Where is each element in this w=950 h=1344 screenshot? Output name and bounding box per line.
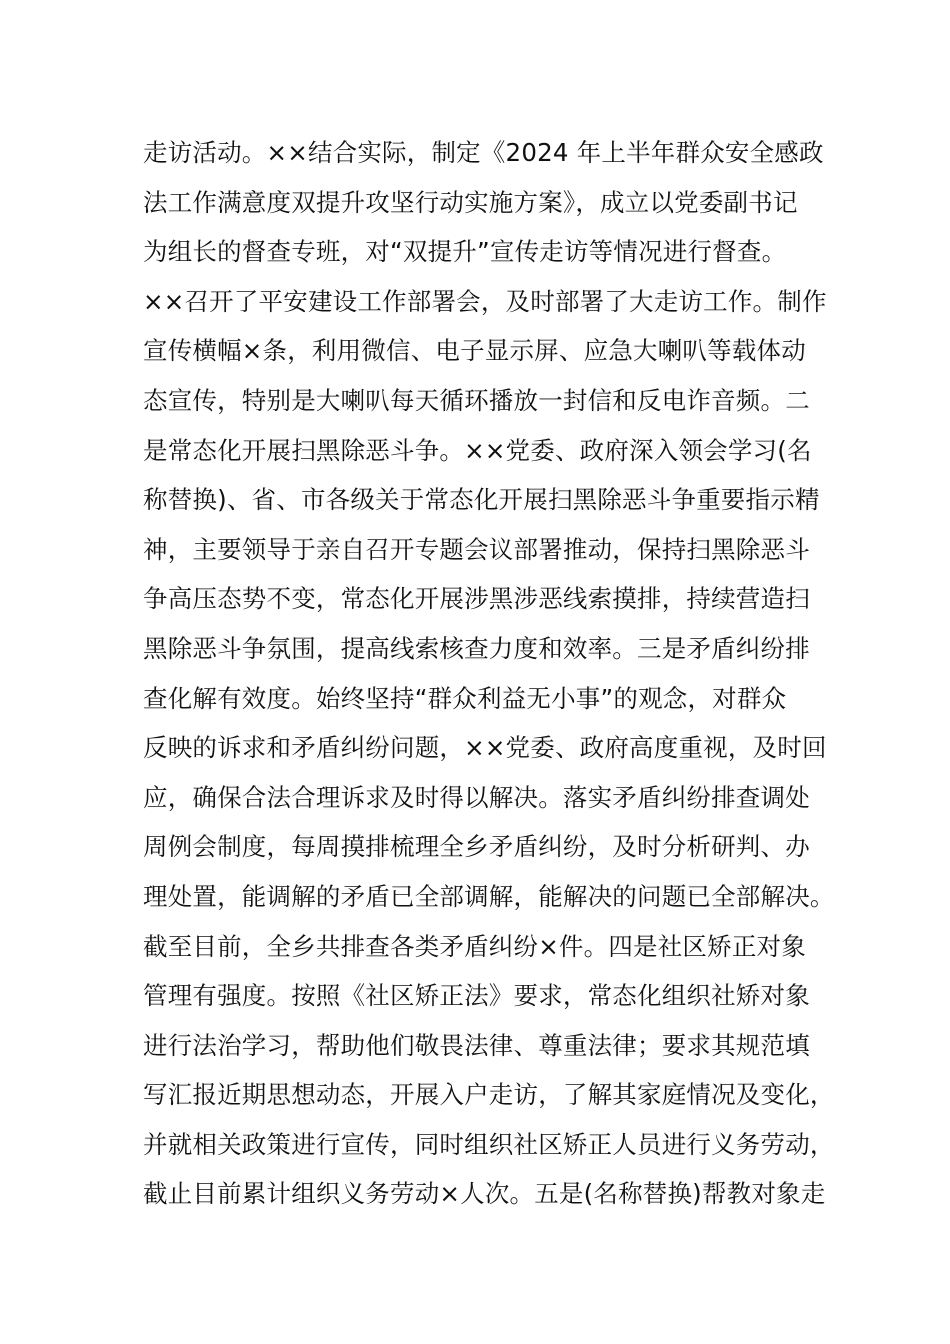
text-line-16: 理处置，能调解的矛盾已全部调解，能解决的问题已全部解决。	[143, 881, 835, 911]
body-paragraph	[143, 128, 835, 1219]
text-line-7: 是常态化开展扫黑除恶斗争。××党委、政府深入领会学习(名	[143, 435, 812, 465]
text-line-11: 黑除恶斗争氛围，提高线索核查力度和效率。三是矛盾纠纷排	[143, 633, 810, 663]
text-line-15: 周例会制度，每周摸排梳理全乡矛盾纠纷，及时分析研判、办	[143, 832, 810, 862]
text-line-13: 反映的诉求和矛盾纠纷问题，××党委、政府高度重视，及时回	[143, 733, 827, 763]
text-line-10: 争高压态势不变，常态化开展涉黑涉恶线索摸排，持续营造扫	[143, 584, 810, 614]
text-line-14: 应，确保合法合理诉求及时得以解决。落实矛盾纠纷排查调处	[143, 782, 810, 812]
text-line-3: 为组长的督查专班，对“双提升”宣传走访等情况进行督查。	[143, 237, 787, 267]
text-line-12: 查化解有效度。始终坚持“群众利益无小事”的观念，对群众	[143, 683, 787, 713]
text-line-18: 管理有强度。按照《社区矫正法》要求，常态化组织社矫对象	[143, 981, 810, 1011]
text-line-20: 写汇报近期思想动态，开展入户走访，了解其家庭情况及变化，	[143, 1080, 835, 1110]
text-line-5: 宣传横幅×条，利用微信、电子显示屏、应急大喇叭等载体动	[143, 336, 806, 366]
text-line-21: 并就相关政策进行宣传，同时组织社区矫正人员进行义务劳动，	[143, 1129, 835, 1159]
text-line-1: 走访活动。××结合实际，制定《2024 年上半年群众安全感政	[143, 138, 824, 167]
text-line-4: ××召开了平安建设工作部署会，及时部署了大走访工作。制作	[143, 286, 827, 316]
text-line-22: 截止目前累计组织义务劳动×人次。五是(名称替换)帮教对象走	[143, 1179, 826, 1209]
text-line-19: 进行法治学习，帮助他们敬畏法律、尊重法律；要求其规范填	[143, 1030, 810, 1060]
text-line-8: 称替换)、省、市各级关于常态化开展扫黑除恶斗争重要指示精	[143, 485, 820, 515]
text-line-6: 态宣传，特别是大喇叭每天循环播放一封信和反电诈音频。二	[143, 385, 810, 415]
text-line-9: 神，主要领导于亲自召开专题会议部署推动，保持扫黑除恶斗	[143, 534, 810, 564]
text-line-17: 截至目前，全乡共排查各类矛盾纠纷×件。四是社区矫正对象	[143, 931, 806, 961]
text-line-2: 法工作满意度双提升攻坚行动实施方案》，成立以党委副书记	[143, 187, 798, 217]
